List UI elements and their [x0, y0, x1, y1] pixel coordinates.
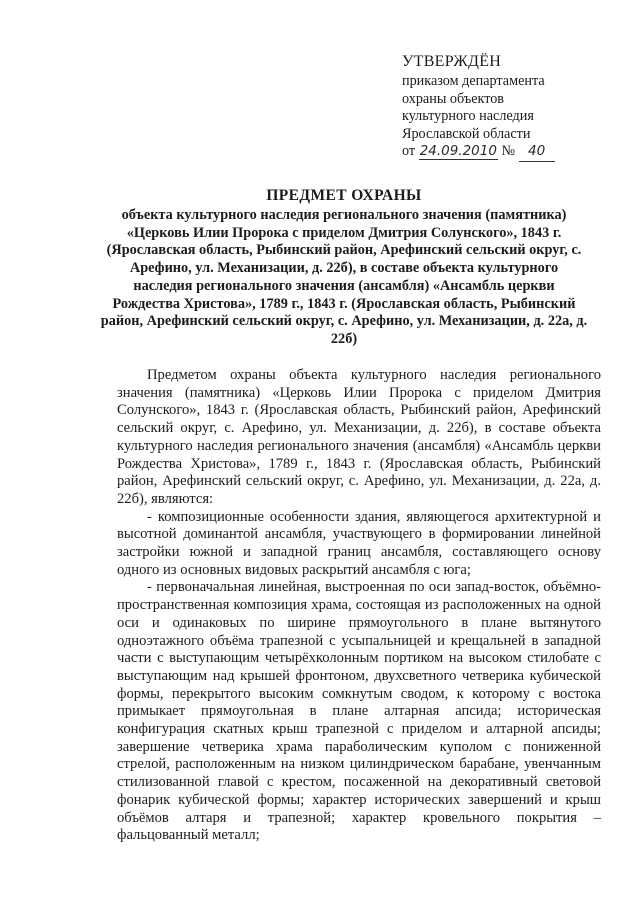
order-date-number-line — [402, 143, 602, 162]
approval-line-1: приказом департамента — [402, 73, 545, 89]
number-sign: № — [501, 143, 516, 160]
approval-line-4: Ярославской области — [402, 125, 531, 142]
handwritten-date: 24.09.2010 — [419, 143, 497, 160]
document-title-block — [100, 186, 588, 349]
date-prefix: от — [402, 143, 416, 160]
approved-heading: УТВЕРЖДЁН — [402, 53, 502, 70]
list-item-composition: - композиционные особенности здания, являющегося архитектурной и высотной доминантой ансамбля, участвующего в формировании линейной застройки южной и западной границ ансамбля, составляющего основу одного из основных видовых раскрытий ансамбля с юга; — [117, 508, 601, 578]
approval-line-3: культурного наследия — [402, 108, 534, 125]
document-body — [117, 367, 601, 845]
handwritten-number: 40 — [519, 143, 555, 162]
approval-stamp-block — [402, 52, 602, 162]
document-subtitle: объекта культурного наследия регионального значения (памятника) «Церковь Илии Пророка с приделом Дмитрия Солунского», 1843 г. (Ярославская область, Рыбинский район, Арефинский сельский округ, с. Арефино, ул. Механизации, д. 22б), в составе объекта культурного наследия регионального значения (ансамбля) «Ансамбль церкви Рождества Христова», 1789 г., 1843 г. (Ярославская область, Рыбинский район, Арефинский сельский округ, с. Арефино, ул. Механизации, д. 22а, д. 22б) — [100, 207, 588, 347]
approval-line-2: охраны объектов — [402, 90, 504, 107]
document-title: ПРЕДМЕТ ОХРАНЫ — [266, 187, 422, 204]
intro-paragraph: Предметом охраны объекта культурного наследия регионального значения (памятника) «Церковь Илии Пророка с приделом Дмитрия Солунского», 1843 г. (Ярославская область, Рыбинский район, Арефинский сельский округ, с. Арефино, ул. Механизации, д. 22б), в составе объекта культурного наследия регионального значения (ансамбля) «Ансамбль церкви Рождества Христова», 1789 г., 1843 г. (Ярославская область, Рыбинский район, Арефинский сельский округ, с. Арефино, ул. Механизации, д. 22а, д. 22б), являются: — [117, 367, 601, 507]
list-item-volumetric: - первоначальная линейная, выстроенная по оси запад-восток, объёмно-пространственная композиция храма, состоящая из расположенных на одной оси и одинаковых по ширине прямоугольного в плане вытянутого одноэтажного объёма трапезной с усыпальницей и крещальней в западной части с выступающим четырёхколонным портиком на высоком стилобате с выступающим над крышей фронтоном, двухсветного четверика кубической формы, перекрытого высоким сомкнутым сводом, к которому с востока примыкает прямоугольная в плане алтарная апсида; историческая конфигурация скатных крыш трапезной с приделом и алтарной апсиды; завершение четверика храма параболическим куполом с пониженной стрелой, расположенным на низком цилиндрическом барабане, увенчанным стилизованной главой с крестом, посаженной на декоративный световой фонарик кубической формы; характер исторических завершений и крыш объёмов алтаря и трапезной; характер кровельного покрытия – фальцованный металл; — [117, 579, 601, 844]
